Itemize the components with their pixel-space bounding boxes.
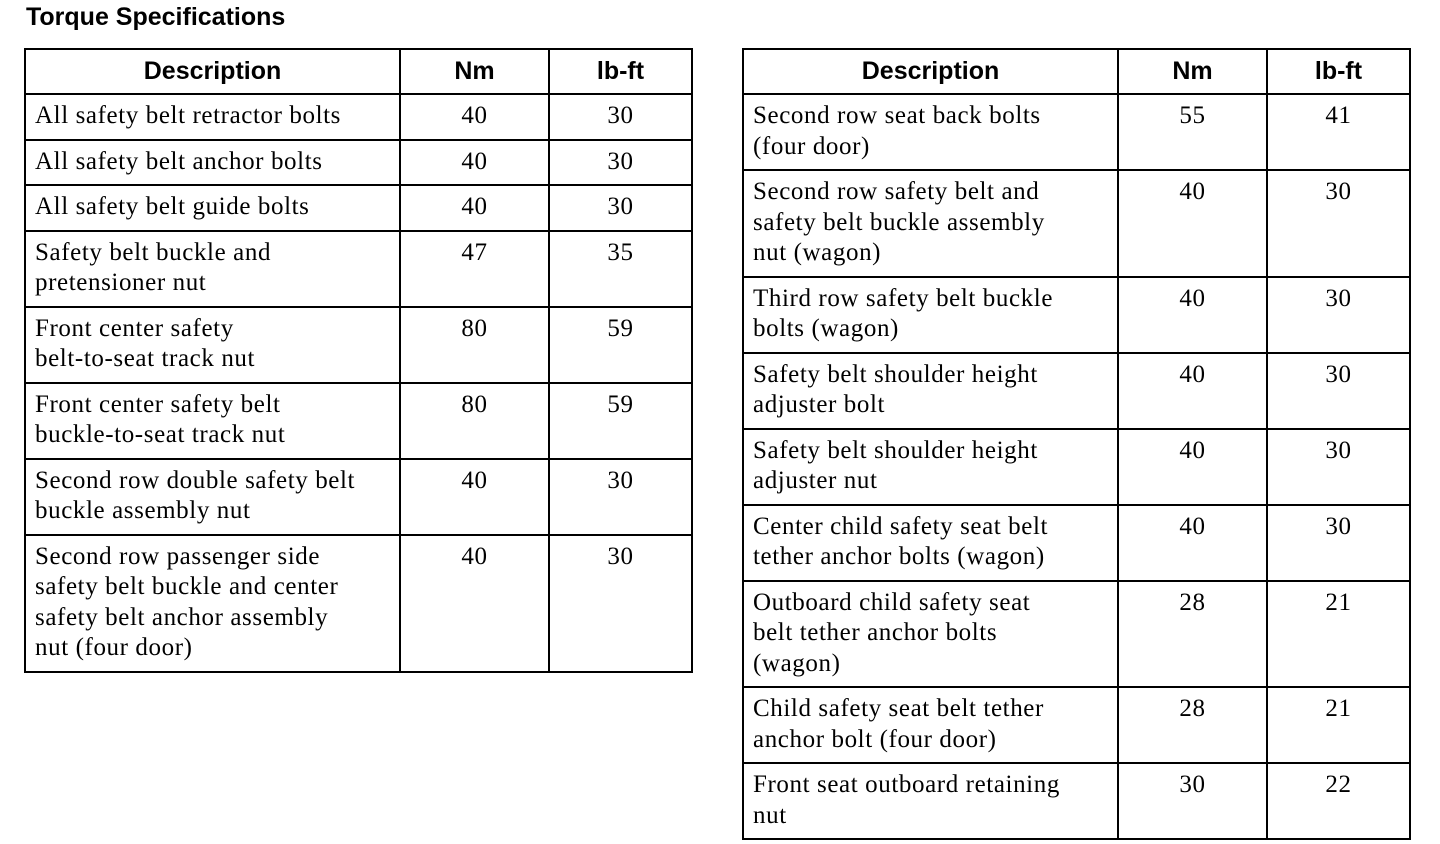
table-row — [743, 94, 1410, 170]
lbft-cell: 30 — [549, 185, 692, 231]
description-cell: Front center safety belt-to-seat track nut — [25, 307, 400, 383]
lbft-cell: 30 — [1267, 277, 1410, 353]
nm-cell: 47 — [400, 231, 549, 307]
lbft-cell: 30 — [549, 535, 692, 672]
nm-cell: 40 — [400, 94, 549, 140]
table-row — [743, 353, 1410, 429]
header-nm: Nm — [400, 49, 549, 94]
lbft-cell: 30 — [1267, 170, 1410, 277]
table-row — [743, 429, 1410, 505]
table-row — [743, 277, 1410, 353]
description-cell: Front center safety belt buckle-to-seat track nut — [25, 383, 400, 459]
nm-cell: 40 — [1118, 429, 1267, 505]
description-cell: All safety belt retractor bolts — [25, 94, 400, 140]
nm-cell: 40 — [400, 459, 549, 535]
description-cell: Safety belt shoulder height adjuster bolt — [743, 353, 1118, 429]
nm-cell: 40 — [400, 185, 549, 231]
description-cell: Outboard child safety seat belt tether anchor bolts (wagon) — [743, 581, 1118, 688]
lbft-cell: 21 — [1267, 581, 1410, 688]
description-cell: Front seat outboard retaining nut — [743, 763, 1118, 839]
table-row — [25, 383, 692, 459]
lbft-cell: 22 — [1267, 763, 1410, 839]
lbft-cell: 30 — [1267, 505, 1410, 581]
nm-cell: 40 — [1118, 353, 1267, 429]
description-cell: All safety belt guide bolts — [25, 185, 400, 231]
table-row — [25, 231, 692, 307]
table-row — [743, 170, 1410, 277]
description-cell: Second row safety belt and safety belt buckle assembly nut (wagon) — [743, 170, 1118, 277]
header-description: Description — [743, 49, 1118, 94]
lbft-cell: 21 — [1267, 687, 1410, 763]
description-cell: Third row safety belt buckle bolts (wagon) — [743, 277, 1118, 353]
lbft-cell: 30 — [549, 94, 692, 140]
nm-cell: 55 — [1118, 94, 1267, 170]
table-row — [25, 185, 692, 231]
header-row — [743, 49, 1410, 94]
lbft-cell: 35 — [549, 231, 692, 307]
lbft-cell: 30 — [549, 140, 692, 186]
page-title: Torque Specifications — [26, 3, 286, 31]
lbft-cell: 59 — [549, 383, 692, 459]
lbft-cell: 59 — [549, 307, 692, 383]
table-row — [743, 505, 1410, 581]
lbft-cell: 30 — [1267, 429, 1410, 505]
table-row — [743, 581, 1410, 688]
torque-table-left — [24, 48, 693, 673]
table-row — [743, 763, 1410, 839]
header-lbft: lb-ft — [1267, 49, 1410, 94]
table-row — [25, 535, 692, 672]
table-row — [25, 94, 692, 140]
nm-cell: 28 — [1118, 581, 1267, 688]
nm-cell: 30 — [1118, 763, 1267, 839]
lbft-cell: 30 — [1267, 353, 1410, 429]
table-row — [25, 140, 692, 186]
description-cell: Center child safety seat belt tether anchor bolts (wagon) — [743, 505, 1118, 581]
description-cell: Safety belt buckle and pretensioner nut — [25, 231, 400, 307]
nm-cell: 40 — [400, 140, 549, 186]
description-cell: Second row double safety belt buckle assembly nut — [25, 459, 400, 535]
torque-table-right — [742, 48, 1411, 840]
nm-cell: 28 — [1118, 687, 1267, 763]
nm-cell: 40 — [1118, 277, 1267, 353]
description-cell: Safety belt shoulder height adjuster nut — [743, 429, 1118, 505]
lbft-cell: 30 — [549, 459, 692, 535]
header-row — [25, 49, 692, 94]
nm-cell: 40 — [1118, 170, 1267, 277]
nm-cell: 80 — [400, 307, 549, 383]
table-row — [25, 307, 692, 383]
table-row — [743, 687, 1410, 763]
nm-cell: 80 — [400, 383, 549, 459]
description-cell: All safety belt anchor bolts — [25, 140, 400, 186]
table-row — [25, 459, 692, 535]
nm-cell: 40 — [1118, 505, 1267, 581]
lbft-cell: 41 — [1267, 94, 1410, 170]
header-nm: Nm — [1118, 49, 1267, 94]
header-description: Description — [25, 49, 400, 94]
description-cell: Child safety seat belt tether anchor bolt (four door) — [743, 687, 1118, 763]
description-cell: Second row seat back bolts (four door) — [743, 94, 1118, 170]
description-cell: Second row passenger side safety belt buckle and center safety belt anchor assembly nut (four door) — [25, 535, 400, 672]
nm-cell: 40 — [400, 535, 549, 672]
header-lbft: lb-ft — [549, 49, 692, 94]
